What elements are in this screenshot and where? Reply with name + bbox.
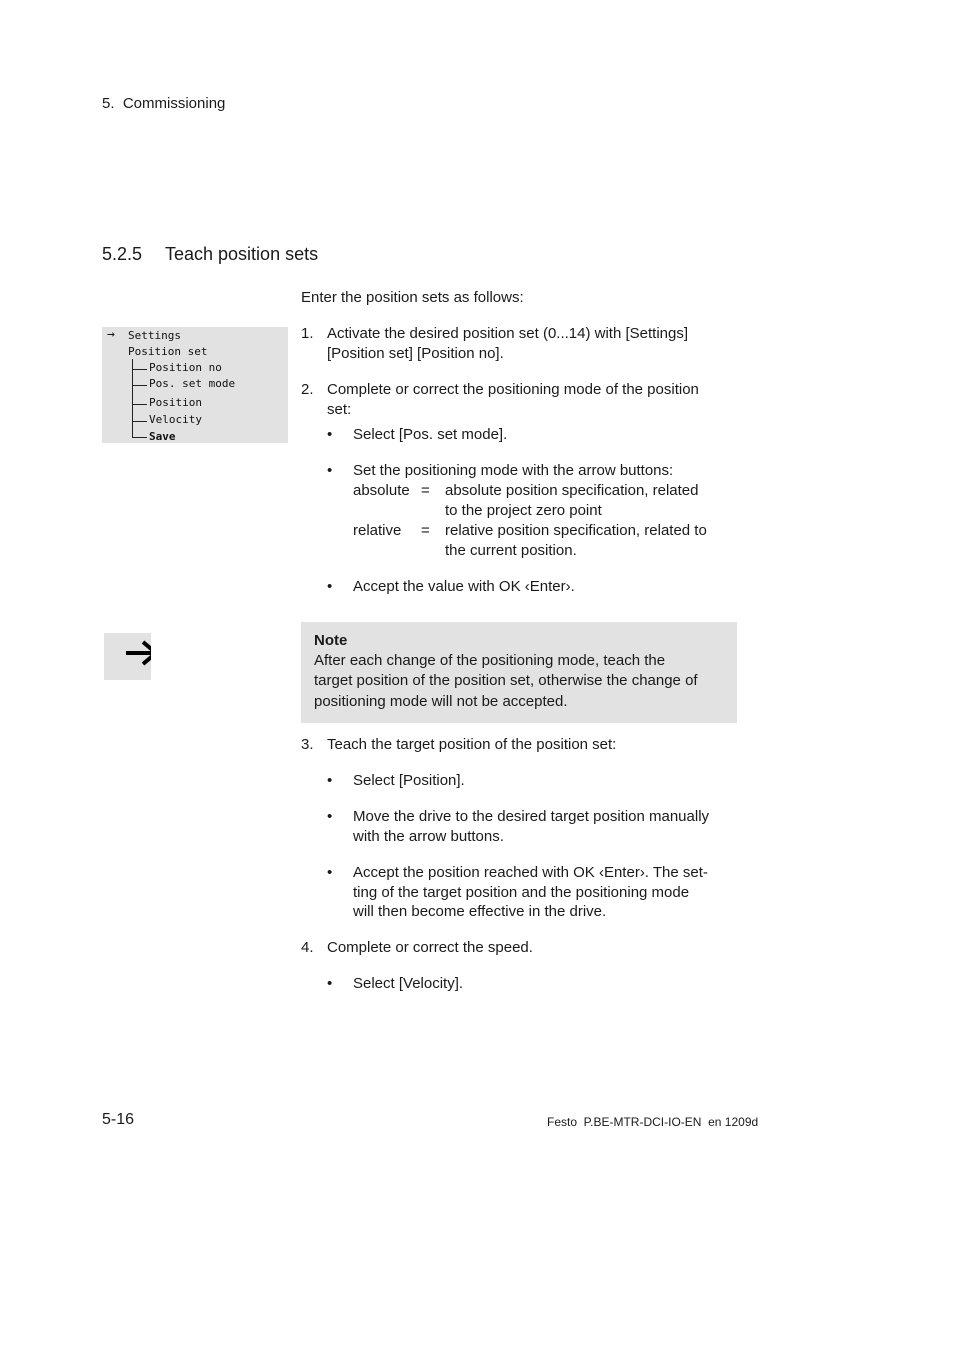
bullet-icon: • — [327, 772, 333, 789]
note-box — [301, 622, 737, 723]
step-3-bullet-3-line-3: will then become effective in the drive. — [353, 903, 607, 920]
step-3-number: 3. — [301, 736, 314, 753]
section-heading — [102, 243, 318, 265]
step-3-bullet-1: Select [Position]. — [353, 772, 465, 789]
step-2-number: 2. — [301, 381, 314, 398]
step-3-bullet-3-line-2: ting of the target position and the positioning mode — [353, 884, 690, 901]
chapter-header: 5. Commissioning — [102, 95, 226, 112]
arrow-right-glyph — [104, 633, 151, 680]
menu-item-position-set: Position set — [128, 345, 208, 358]
menu-item-settings: Settings — [128, 329, 181, 342]
mode-absolute-eq: = — [421, 482, 430, 499]
bullet-icon: • — [327, 426, 333, 443]
step-1-line-1: Activate the desired position set (0...14) with [Settings] — [327, 325, 689, 342]
tree-branch — [132, 437, 147, 438]
menu-item-position: Position — [149, 396, 202, 409]
step-2-bullet-2: Set the positioning mode with the arrow buttons: — [353, 462, 674, 479]
mode-relative-key: relative — [353, 522, 402, 539]
menu-item-position-no: Position no — [149, 361, 222, 374]
note-title: Note — [314, 632, 348, 649]
mode-absolute-desc-1: absolute position specification, related — [445, 482, 699, 499]
tree-line — [132, 359, 133, 437]
step-2-line-2: set: — [327, 401, 352, 418]
tree-branch — [132, 369, 147, 370]
mode-absolute-desc-2: to the project zero point — [445, 502, 602, 519]
step-4-bullet-1: Select [Velocity]. — [353, 975, 464, 992]
mode-relative-eq: = — [421, 522, 430, 539]
bullet-icon: • — [327, 578, 333, 595]
intro-text: Enter the position sets as follows: — [301, 289, 524, 306]
step-4-line-1: Complete or correct the speed. — [327, 939, 533, 956]
step-1: 1. — [301, 325, 314, 342]
note-line-2: target position of the position set, otherwise the change of — [314, 672, 698, 689]
step-1-line-2: [Position set] [Position no]. — [327, 345, 504, 362]
menu-item-velocity: Velocity — [149, 413, 202, 426]
section-title: Teach position sets — [165, 244, 319, 264]
bullet-icon: • — [327, 864, 333, 881]
page-number: 5-16 — [102, 1111, 135, 1128]
tree-branch — [132, 404, 147, 405]
step-2-bullet-1: Select [Pos. set mode]. — [353, 426, 508, 443]
step-2-bullet-3: Accept the value with OK ‹Enter›. — [353, 578, 575, 595]
note-line-3: positioning mode will not be accepted. — [314, 693, 568, 710]
menu-tree-panel — [102, 327, 288, 443]
step-3-line-1: Teach the target position of the position set: — [327, 736, 617, 753]
note-line-1: After each change of the positioning mode, teach the — [314, 652, 666, 669]
bullet-icon: • — [327, 808, 333, 825]
step-4-number: 4. — [301, 939, 314, 956]
step-3-bullet-2-line-1: Move the drive to the desired target position manually — [353, 808, 710, 825]
step-2-line-1: Complete or correct the positioning mode of the position — [327, 381, 699, 398]
bullet-icon: • — [327, 975, 333, 992]
note-icon-box — [104, 633, 151, 680]
step-3-bullet-3-line-1: Accept the position reached with OK ‹Enter›. The set- — [353, 864, 708, 881]
mode-relative-desc-2: the current position. — [445, 542, 577, 559]
menu-item-pos-set-mode: Pos. set mode — [149, 377, 236, 390]
tree-branch — [132, 421, 147, 422]
menu-arrow-icon: → — [107, 327, 115, 342]
section-number: 5.2.5 — [102, 244, 143, 264]
mode-relative-desc-1: relative position specification, related to — [445, 522, 707, 539]
menu-item-save: Save — [149, 430, 176, 443]
tree-branch — [132, 385, 147, 386]
step-3-bullet-2-line-2: with the arrow buttons. — [353, 828, 504, 845]
mode-absolute-key: absolute — [353, 482, 410, 499]
bullet-icon: • — [327, 462, 333, 479]
document-id: Festo P.BE-MTR-DCI-IO-EN en 1209d — [547, 1115, 759, 1129]
